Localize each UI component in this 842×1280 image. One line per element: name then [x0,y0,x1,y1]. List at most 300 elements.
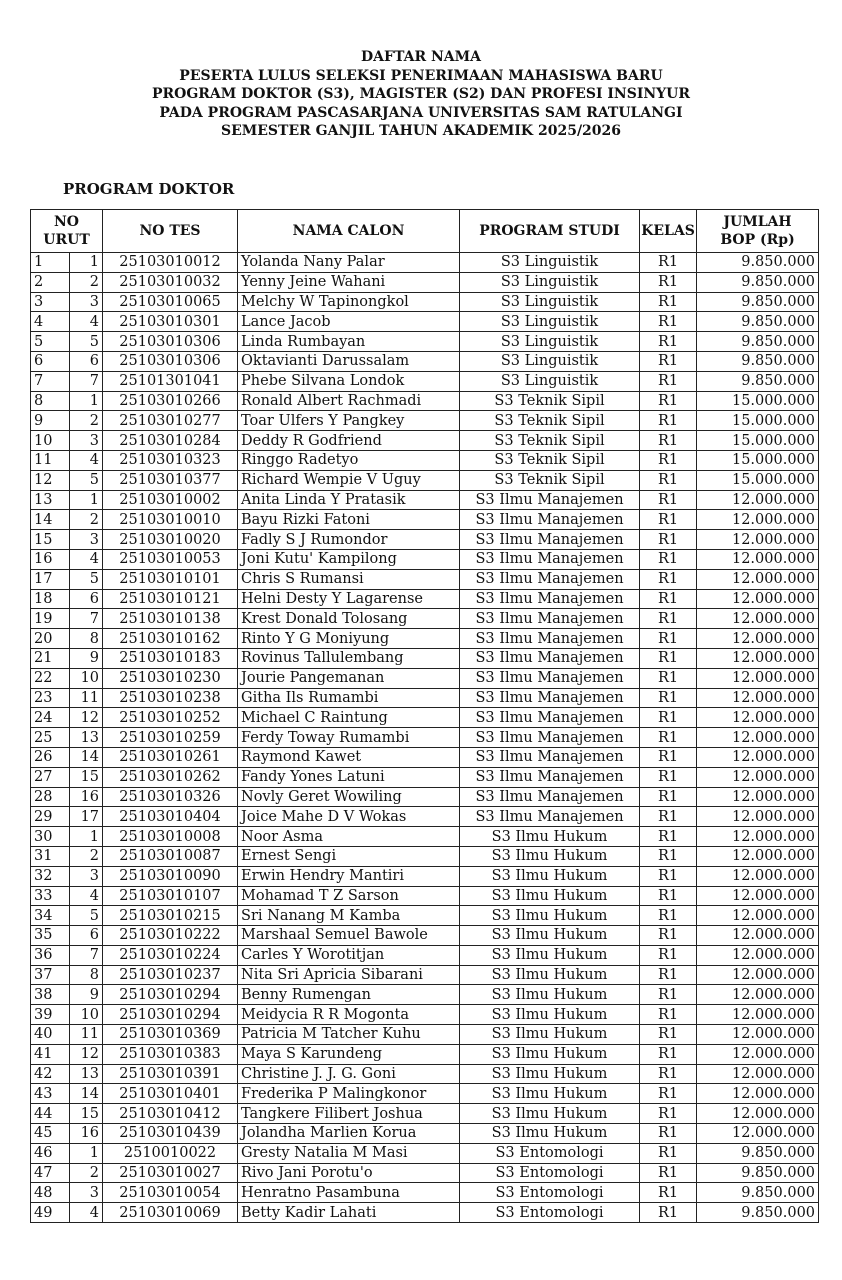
bop-amount-cell: 15.000.000 [697,431,819,451]
test-number-cell: 25103010162 [103,629,238,649]
header-text: URUT [43,232,90,248]
bop-amount-cell: 12.000.000 [697,1104,819,1124]
class-cell: R1 [640,807,697,827]
class-cell: R1 [640,945,697,965]
class-cell: R1 [640,1163,697,1183]
test-number-cell: 25103010087 [103,846,238,866]
test-number-cell: 25103010284 [103,431,238,451]
study-program-cell: S3 Linguistik [460,371,640,391]
class-cell: R1 [640,332,697,352]
study-program-cell: S3 Ilmu Manajemen [460,510,640,530]
test-number-cell: 25103010326 [103,787,238,807]
candidate-name-cell: Melchy W Tapinongkol [238,292,460,312]
test-number-cell: 25103010404 [103,807,238,827]
study-program-cell: S3 Ilmu Hukum [460,846,640,866]
class-cell: R1 [640,728,697,748]
program-number-cell: 14 [70,1084,103,1104]
bop-amount-cell: 12.000.000 [697,767,819,787]
program-number-cell: 14 [70,747,103,767]
bop-amount-cell: 12.000.000 [697,1084,819,1104]
test-number-cell: 25103010027 [103,1163,238,1183]
table-row [31,1124,819,1144]
program-number-cell: 16 [70,1124,103,1144]
table-row [31,470,819,490]
program-number-cell: 9 [70,985,103,1005]
row-number-cell: 39 [31,1005,70,1025]
bop-amount-cell: 9.850.000 [697,351,819,371]
candidate-name-cell: Rovinus Tallulembang [238,648,460,668]
study-program-cell: S3 Linguistik [460,312,640,332]
table-row [31,589,819,609]
row-number-cell: 45 [31,1124,70,1144]
class-cell: R1 [640,668,697,688]
table-row [31,371,819,391]
candidate-name-cell: Oktavianti Darussalam [238,351,460,371]
bop-amount-cell: 12.000.000 [697,807,819,827]
header-text: BOP (Rp) [720,232,795,248]
bop-amount-cell: 9.850.000 [697,312,819,332]
candidate-name-cell: Ernest Sengi [238,846,460,866]
header-prodi: PROGRAM STUDI [460,210,640,253]
row-number-cell: 29 [31,807,70,827]
study-program-cell: S3 Teknik Sipil [460,470,640,490]
table-row [31,530,819,550]
study-program-cell: S3 Ilmu Manajemen [460,767,640,787]
study-program-cell: S3 Entomologi [460,1203,640,1223]
program-number-cell: 1 [70,490,103,510]
program-number-cell: 3 [70,1183,103,1203]
candidate-name-cell: Fandy Yones Latuni [238,767,460,787]
study-program-cell: S3 Ilmu Manajemen [460,668,640,688]
program-number-cell: 1 [70,391,103,411]
table-header-row [31,210,819,253]
table-row [31,787,819,807]
header-nama: NAMA CALON [238,210,460,253]
program-number-cell: 12 [70,708,103,728]
table-row [31,1163,819,1183]
candidate-name-cell: Erwin Hendry Mantiri [238,866,460,886]
class-cell: R1 [640,351,697,371]
table-row [31,1044,819,1064]
class-cell: R1 [640,1025,697,1045]
class-cell: R1 [640,470,697,490]
candidate-name-cell: Anita Linda Y Pratasik [238,490,460,510]
table-row [31,846,819,866]
bop-amount-cell: 9.850.000 [697,1203,819,1223]
test-number-cell: 25103010054 [103,1183,238,1203]
row-number-cell: 24 [31,708,70,728]
bop-amount-cell: 15.000.000 [697,450,819,470]
test-number-cell: 25103010306 [103,351,238,371]
program-number-cell: 3 [70,530,103,550]
class-cell: R1 [640,391,697,411]
program-number-cell: 3 [70,866,103,886]
row-number-cell: 6 [31,351,70,371]
program-number-cell: 17 [70,807,103,827]
program-number-cell: 9 [70,648,103,668]
table-row [31,549,819,569]
bop-amount-cell: 12.000.000 [697,965,819,985]
class-cell: R1 [640,371,697,391]
row-number-cell: 1 [31,253,70,273]
row-number-cell: 5 [31,332,70,352]
row-number-cell: 11 [31,450,70,470]
test-number-cell: 25103010121 [103,589,238,609]
candidate-name-cell: Michael C Raintung [238,708,460,728]
table-row [31,629,819,649]
table-row [31,312,819,332]
class-cell: R1 [640,272,697,292]
test-number-cell: 25103010294 [103,985,238,1005]
study-program-cell: S3 Ilmu Manajemen [460,688,640,708]
study-program-cell: S3 Ilmu Manajemen [460,609,640,629]
row-number-cell: 2 [31,272,70,292]
bop-amount-cell: 12.000.000 [697,668,819,688]
bop-amount-cell: 12.000.000 [697,1124,819,1144]
test-number-cell: 25103010138 [103,609,238,629]
class-cell: R1 [640,490,697,510]
program-number-cell: 11 [70,688,103,708]
row-number-cell: 10 [31,431,70,451]
program-number-cell: 5 [70,470,103,490]
table-row [31,272,819,292]
bop-amount-cell: 12.000.000 [697,510,819,530]
study-program-cell: S3 Linguistik [460,351,640,371]
document-title [0,48,842,141]
class-cell: R1 [640,609,697,629]
program-number-cell: 4 [70,312,103,332]
table-row [31,945,819,965]
test-number-cell: 25101301041 [103,371,238,391]
header-no-urut [31,210,103,253]
header-kelas: KELAS [640,210,697,253]
bop-amount-cell: 9.850.000 [697,371,819,391]
program-number-cell: 15 [70,767,103,787]
bop-amount-cell: 12.000.000 [697,926,819,946]
table-row [31,351,819,371]
study-program-cell: S3 Ilmu Manajemen [460,807,640,827]
test-number-cell: 25103010377 [103,470,238,490]
row-number-cell: 32 [31,866,70,886]
bop-amount-cell: 9.850.000 [697,292,819,312]
study-program-cell: S3 Ilmu Manajemen [460,549,640,569]
table-row [31,688,819,708]
table-row [31,332,819,352]
bop-amount-cell: 15.000.000 [697,411,819,431]
row-number-cell: 4 [31,312,70,332]
test-number-cell: 25103010107 [103,886,238,906]
study-program-cell: S3 Ilmu Hukum [460,1104,640,1124]
candidate-name-cell: Lance Jacob [238,312,460,332]
candidate-name-cell: Novly Geret Wowiling [238,787,460,807]
study-program-cell: S3 Ilmu Manajemen [460,728,640,748]
bop-amount-cell: 9.850.000 [697,1163,819,1183]
study-program-cell: S3 Ilmu Manajemen [460,490,640,510]
study-program-cell: S3 Teknik Sipil [460,431,640,451]
bop-amount-cell: 12.000.000 [697,827,819,847]
program-number-cell: 1 [70,827,103,847]
table-row [31,866,819,886]
class-cell: R1 [640,1203,697,1223]
class-cell: R1 [640,1005,697,1025]
row-number-cell: 17 [31,569,70,589]
test-number-cell: 25103010215 [103,906,238,926]
class-cell: R1 [640,549,697,569]
bop-amount-cell: 12.000.000 [697,589,819,609]
class-cell: R1 [640,1124,697,1144]
class-cell: R1 [640,1104,697,1124]
test-number-cell: 25103010183 [103,648,238,668]
study-program-cell: S3 Ilmu Hukum [460,866,640,886]
class-cell: R1 [640,926,697,946]
test-number-cell: 25103010401 [103,1084,238,1104]
program-number-cell: 15 [70,1104,103,1124]
table-row [31,391,819,411]
bop-amount-cell: 12.000.000 [697,886,819,906]
table-row [31,609,819,629]
test-number-cell: 25103010053 [103,549,238,569]
test-number-cell: 25103010230 [103,668,238,688]
row-number-cell: 7 [31,371,70,391]
study-program-cell: S3 Ilmu Hukum [460,886,640,906]
row-number-cell: 34 [31,906,70,926]
study-program-cell: S3 Ilmu Hukum [460,926,640,946]
row-number-cell: 31 [31,846,70,866]
study-program-cell: S3 Teknik Sipil [460,391,640,411]
test-number-cell: 25103010069 [103,1203,238,1223]
row-number-cell: 42 [31,1064,70,1084]
program-number-cell: 6 [70,589,103,609]
row-number-cell: 41 [31,1044,70,1064]
test-number-cell: 25103010306 [103,332,238,352]
row-number-cell: 3 [31,292,70,312]
table-row [31,490,819,510]
bop-amount-cell: 12.000.000 [697,985,819,1005]
program-number-cell: 2 [70,272,103,292]
table-row [31,807,819,827]
table-row [31,1005,819,1025]
program-number-cell: 6 [70,351,103,371]
study-program-cell: S3 Ilmu Manajemen [460,787,640,807]
candidate-name-cell: Githa Ils Rumambi [238,688,460,708]
study-program-cell: S3 Ilmu Manajemen [460,648,640,668]
program-number-cell: 5 [70,332,103,352]
candidate-name-cell: Bayu Rizki Fatoni [238,510,460,530]
candidate-name-cell: Jolandha Marlien Korua [238,1124,460,1144]
class-cell: R1 [640,648,697,668]
bop-amount-cell: 12.000.000 [697,1044,819,1064]
test-number-cell: 25103010237 [103,965,238,985]
table-row [31,1104,819,1124]
test-number-cell: 25103010012 [103,253,238,273]
program-number-cell: 5 [70,569,103,589]
bop-amount-cell: 12.000.000 [697,787,819,807]
candidate-name-cell: Betty Kadir Lahati [238,1203,460,1223]
candidate-name-cell: Chris S Rumansi [238,569,460,589]
bop-amount-cell: 15.000.000 [697,391,819,411]
program-number-cell: 4 [70,886,103,906]
study-program-cell: S3 Ilmu Hukum [460,1084,640,1104]
row-number-cell: 20 [31,629,70,649]
program-number-cell: 2 [70,510,103,530]
row-number-cell: 48 [31,1183,70,1203]
header-text: NO [54,214,79,230]
row-number-cell: 14 [31,510,70,530]
candidate-name-cell: Yolanda Nany Palar [238,253,460,273]
candidate-name-cell: Krest Donald Tolosang [238,609,460,629]
candidate-name-cell: Rivo Jani Porotu'o [238,1163,460,1183]
bop-amount-cell: 12.000.000 [697,708,819,728]
program-number-cell: 5 [70,906,103,926]
header-text: JUMLAH [723,214,792,230]
program-number-cell: 2 [70,846,103,866]
table-row [31,747,819,767]
test-number-cell: 25103010259 [103,728,238,748]
row-number-cell: 30 [31,827,70,847]
class-cell: R1 [640,787,697,807]
candidate-name-cell: Ferdy Toway Rumambi [238,728,460,748]
row-number-cell: 27 [31,767,70,787]
table-row [31,886,819,906]
test-number-cell: 25103010222 [103,926,238,946]
class-cell: R1 [640,629,697,649]
test-number-cell: 25103010010 [103,510,238,530]
test-number-cell: 25103010252 [103,708,238,728]
test-number-cell: 2510010022 [103,1143,238,1163]
program-number-cell: 3 [70,431,103,451]
test-number-cell: 25103010266 [103,391,238,411]
table-row [31,1143,819,1163]
test-number-cell: 25103010261 [103,747,238,767]
program-number-cell: 7 [70,371,103,391]
bop-amount-cell: 12.000.000 [697,530,819,550]
table-row [31,648,819,668]
program-number-cell: 4 [70,549,103,569]
candidate-name-cell: Frederika P Malingkonor [238,1084,460,1104]
test-number-cell: 25103010090 [103,866,238,886]
bop-amount-cell: 12.000.000 [697,490,819,510]
test-number-cell: 25103010262 [103,767,238,787]
test-number-cell: 25103010323 [103,450,238,470]
candidate-name-cell: Nita Sri Apricia Sibarani [238,965,460,985]
row-number-cell: 33 [31,886,70,906]
program-number-cell: 4 [70,450,103,470]
table-row [31,827,819,847]
test-number-cell: 25103010020 [103,530,238,550]
row-number-cell: 19 [31,609,70,629]
study-program-cell: S3 Entomologi [460,1183,640,1203]
study-program-cell: S3 Entomologi [460,1143,640,1163]
class-cell: R1 [640,1084,697,1104]
bop-amount-cell: 9.850.000 [697,272,819,292]
row-number-cell: 13 [31,490,70,510]
class-cell: R1 [640,747,697,767]
header-no-tes: NO TES [103,210,238,253]
test-number-cell: 25103010224 [103,945,238,965]
study-program-cell: S3 Ilmu Hukum [460,827,640,847]
program-number-cell: 1 [70,1143,103,1163]
candidate-name-cell: Gresty Natalia M Masi [238,1143,460,1163]
study-program-cell: S3 Ilmu Manajemen [460,569,640,589]
study-program-cell: S3 Ilmu Manajemen [460,530,640,550]
candidate-name-cell: Henratno Pasambuna [238,1183,460,1203]
bop-amount-cell: 9.850.000 [697,253,819,273]
class-cell: R1 [640,431,697,451]
program-number-cell: 1 [70,253,103,273]
row-number-cell: 9 [31,411,70,431]
study-program-cell: S3 Ilmu Hukum [460,1124,640,1144]
bop-amount-cell: 12.000.000 [697,747,819,767]
class-cell: R1 [640,569,697,589]
title-line: PESERTA LULUS SELEKSI PENERIMAAN MAHASISWA BARU [179,67,663,84]
class-cell: R1 [640,589,697,609]
test-number-cell: 25103010383 [103,1044,238,1064]
candidate-name-cell: Yenny Jeine Wahani [238,272,460,292]
program-number-cell: 2 [70,411,103,431]
candidate-name-cell: Richard Wempie V Uguy [238,470,460,490]
bop-amount-cell: 12.000.000 [697,629,819,649]
participant-table [30,209,819,1223]
row-number-cell: 47 [31,1163,70,1183]
row-number-cell: 21 [31,648,70,668]
table-row [31,1183,819,1203]
study-program-cell: S3 Teknik Sipil [460,450,640,470]
class-cell: R1 [640,1064,697,1084]
table-row [31,1084,819,1104]
study-program-cell: S3 Ilmu Hukum [460,965,640,985]
study-program-cell: S3 Ilmu Hukum [460,1005,640,1025]
title-line: PROGRAM DOKTOR (S3), MAGISTER (S2) DAN PROFESI INSINYUR [151,86,690,102]
test-number-cell: 25103010301 [103,312,238,332]
bop-amount-cell: 15.000.000 [697,470,819,490]
study-program-cell: S3 Entomologi [460,1163,640,1183]
program-number-cell: 8 [70,965,103,985]
study-program-cell: S3 Ilmu Hukum [460,1025,640,1045]
section-title: PROGRAM DOKTOR [63,180,235,198]
class-cell: R1 [640,1183,697,1203]
row-number-cell: 8 [31,391,70,411]
bop-amount-cell: 9.850.000 [697,1143,819,1163]
study-program-cell: S3 Linguistik [460,292,640,312]
candidate-name-cell: Meidycia R R Mogonta [238,1005,460,1025]
table-row [31,510,819,530]
table-row [31,767,819,787]
bop-amount-cell: 9.850.000 [697,332,819,352]
study-program-cell: S3 Ilmu Hukum [460,1064,640,1084]
row-number-cell: 26 [31,747,70,767]
program-number-cell: 12 [70,1044,103,1064]
study-program-cell: S3 Ilmu Manajemen [460,629,640,649]
candidate-name-cell: Rinto Y G Moniyung [238,629,460,649]
bop-amount-cell: 12.000.000 [697,906,819,926]
bop-amount-cell: 9.850.000 [697,1183,819,1203]
title-line: DAFTAR NAMA [361,49,481,65]
candidate-name-cell: Helni Desty Y Lagarense [238,589,460,609]
class-cell: R1 [640,1143,697,1163]
class-cell: R1 [640,886,697,906]
title-line: PADA PROGRAM PASCASARJANA UNIVERSITAS SAM RATULANGI [159,104,683,121]
program-number-cell: 10 [70,668,103,688]
program-number-cell: 16 [70,787,103,807]
study-program-cell: S3 Ilmu Hukum [460,906,640,926]
title-line: SEMESTER GANJIL TAHUN AKADEMIK 2025/2026 [220,123,622,139]
table-row [31,728,819,748]
candidate-name-cell: Tangkere Filibert Joshua [238,1104,460,1124]
program-number-cell: 3 [70,292,103,312]
test-number-cell: 25103010294 [103,1005,238,1025]
bop-amount-cell: 12.000.000 [697,866,819,886]
table-row [31,431,819,451]
